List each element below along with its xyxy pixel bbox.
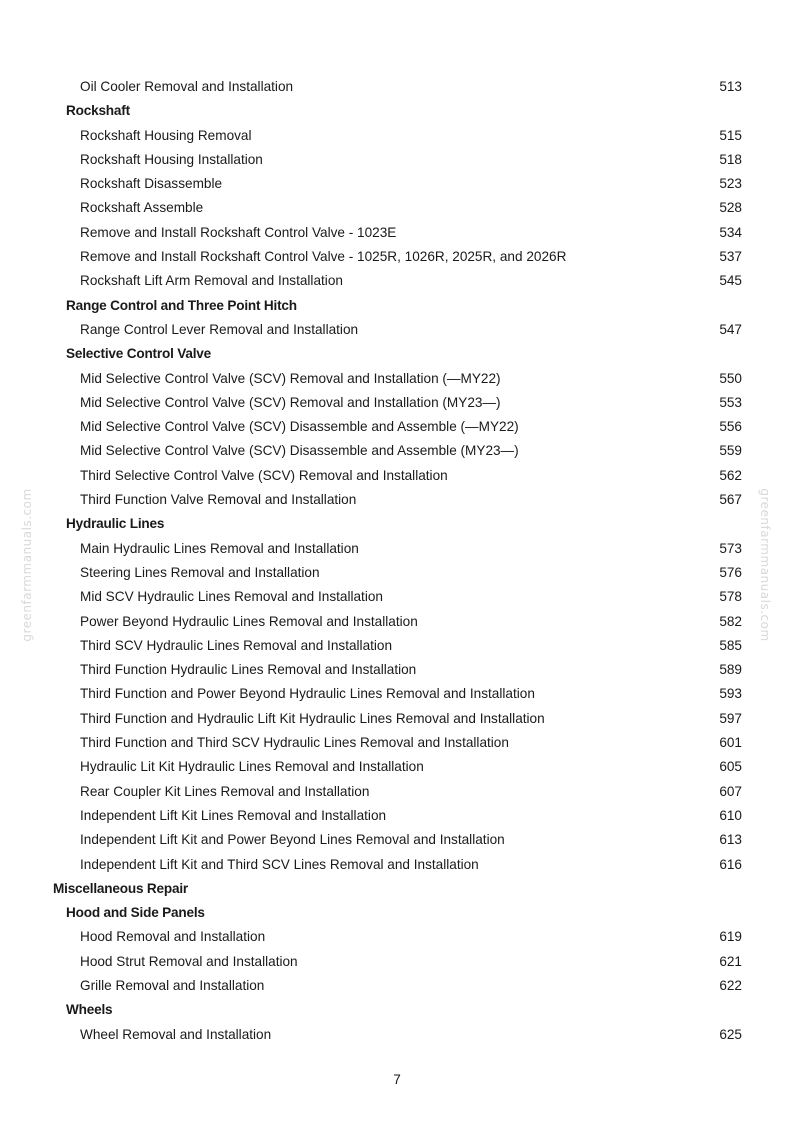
toc-entry[interactable] bbox=[0, 172, 794, 196]
toc-entry-title: Steering Lines Removal and Installation bbox=[80, 564, 320, 580]
toc-section-heading bbox=[0, 512, 794, 536]
toc-entry-page-number: 518 bbox=[719, 151, 742, 167]
toc-entry-title: Independent Lift Kit Lines Removal and Installation bbox=[80, 807, 387, 823]
toc-entry-title: Rockshaft Disassemble bbox=[80, 176, 223, 192]
toc-entry[interactable] bbox=[0, 367, 794, 391]
toc-entry[interactable] bbox=[0, 318, 794, 342]
toc-entry-title: Third SCV Hydraulic Lines Removal and Installation bbox=[80, 637, 393, 653]
toc-entry-title: Rockshaft Lift Arm Removal and Installation bbox=[80, 273, 343, 289]
toc-entry-title: Third Function and Power Beyond Hydraulic Lines Removal and Installation bbox=[80, 686, 535, 702]
toc-entry-title: Third Selective Control Valve (SCV) Removal and Installation bbox=[80, 467, 448, 483]
toc-entry-title: Grille Removal and Installation bbox=[80, 977, 265, 993]
toc-entry-title: Main Hydraulic Lines Removal and Installation bbox=[80, 540, 359, 556]
toc-entry-page-number: 601 bbox=[719, 735, 742, 751]
toc-entry[interactable] bbox=[0, 537, 794, 561]
toc-entry-page-number: 589 bbox=[719, 662, 742, 678]
toc-entry-page-number: 597 bbox=[719, 710, 742, 726]
toc-entry-page-number: 573 bbox=[719, 540, 742, 556]
toc-entry[interactable] bbox=[0, 488, 794, 512]
toc-entry-page-number: 576 bbox=[719, 564, 742, 580]
toc-entry-title: Hydraulic Lit Kit Hydraulic Lines Removal and Installation bbox=[80, 759, 424, 775]
toc-entry[interactable] bbox=[0, 196, 794, 220]
toc-section-heading bbox=[0, 998, 794, 1022]
toc-entry-title: Remove and Install Rockshaft Control Valve - 1023E bbox=[80, 224, 397, 240]
toc-entry-title: Remove and Install Rockshaft Control Valve - 1025R, 1026R, 2025R, and 2026R bbox=[80, 249, 567, 265]
toc-entry-title: Third Function and Third SCV Hydraulic Lines Removal and Installation bbox=[80, 735, 509, 751]
toc-entry-title: Selective Control Valve bbox=[66, 346, 211, 362]
toc-entry-page-number: 613 bbox=[719, 832, 742, 848]
page-number: 7 bbox=[393, 1072, 401, 1087]
toc-entry[interactable] bbox=[0, 415, 794, 439]
toc-entry[interactable] bbox=[0, 755, 794, 779]
toc-entry-page-number: 515 bbox=[719, 127, 742, 143]
toc-entry[interactable] bbox=[0, 925, 794, 949]
toc-entry-title: Third Function Valve Removal and Installation bbox=[80, 492, 357, 508]
toc-entry[interactable] bbox=[0, 974, 794, 998]
toc-entry-page-number: 619 bbox=[719, 929, 742, 945]
toc-entry-title: Independent Lift Kit and Third SCV Lines Removal and Installation bbox=[80, 856, 479, 872]
toc-section-heading bbox=[0, 294, 794, 318]
toc-entry-title: Range Control Lever Removal and Installation bbox=[80, 321, 359, 337]
toc-entry-page-number: 537 bbox=[719, 249, 742, 265]
toc-entry-page-number: 616 bbox=[719, 856, 742, 872]
toc-section-heading bbox=[0, 901, 794, 925]
toc-entry[interactable] bbox=[0, 221, 794, 245]
toc-entry-title: Mid SCV Hydraulic Lines Removal and Installation bbox=[80, 589, 383, 605]
toc-entry-page-number: 545 bbox=[719, 273, 742, 289]
toc-entry-title: Rockshaft Housing Installation bbox=[80, 151, 263, 167]
watermark-left: greenfarmmanuals.com bbox=[20, 488, 34, 642]
toc-entry-page-number: 553 bbox=[719, 394, 742, 410]
toc-entry-page-number: 621 bbox=[719, 953, 742, 969]
toc-entry-page-number: 562 bbox=[719, 467, 742, 483]
toc-entry-page-number: 567 bbox=[719, 492, 742, 508]
toc-entry-title: Third Function and Hydraulic Lift Kit Hydraulic Lines Removal and Installation bbox=[80, 710, 545, 726]
toc-entry[interactable] bbox=[0, 634, 794, 658]
toc-entry[interactable] bbox=[0, 853, 794, 877]
toc-entry[interactable] bbox=[0, 707, 794, 731]
toc-section-heading bbox=[0, 877, 794, 901]
toc-entry[interactable] bbox=[0, 658, 794, 682]
toc-entry[interactable] bbox=[0, 585, 794, 609]
toc-entry[interactable] bbox=[0, 75, 794, 99]
toc-entry-title: Mid Selective Control Valve (SCV) Disassemble and Assemble (MY23—) bbox=[80, 443, 519, 459]
toc-entry-page-number: 585 bbox=[719, 637, 742, 653]
toc-entry[interactable] bbox=[0, 828, 794, 852]
toc-entry-page-number: 556 bbox=[719, 419, 742, 435]
toc-entry[interactable] bbox=[0, 269, 794, 293]
toc-entry-title: Rear Coupler Kit Lines Removal and Installation bbox=[80, 783, 370, 799]
toc-entry[interactable] bbox=[0, 245, 794, 269]
toc-entry[interactable] bbox=[0, 804, 794, 828]
toc-entry[interactable] bbox=[0, 148, 794, 172]
toc-entry-title: Mid Selective Control Valve (SCV) Disassemble and Assemble (—MY22) bbox=[80, 419, 519, 435]
toc-section-heading bbox=[0, 342, 794, 366]
toc-entry-page-number: 513 bbox=[719, 79, 742, 94]
toc-entry[interactable] bbox=[0, 439, 794, 463]
table-of-contents bbox=[0, 75, 794, 1047]
toc-entry-title: Rockshaft Assemble bbox=[80, 200, 204, 216]
toc-entry-title: Range Control and Three Point Hitch bbox=[66, 297, 297, 313]
toc-entry-page-number: 582 bbox=[719, 613, 742, 629]
toc-entry-page-number: 523 bbox=[719, 176, 742, 192]
toc-section-heading bbox=[0, 99, 794, 123]
toc-entry-title: Rockshaft Housing Removal bbox=[80, 127, 252, 143]
toc-entry[interactable] bbox=[0, 561, 794, 585]
toc-entry-title: Mid Selective Control Valve (SCV) Removal and Installation (MY23—) bbox=[80, 394, 501, 410]
toc-entry-page-number: 610 bbox=[719, 807, 742, 823]
toc-entry-page-number: 578 bbox=[719, 589, 742, 605]
toc-entry[interactable] bbox=[0, 610, 794, 634]
toc-entry[interactable] bbox=[0, 124, 794, 148]
toc-entry-page-number: 534 bbox=[719, 224, 742, 240]
toc-entry-page-number: 550 bbox=[719, 370, 742, 386]
toc-entry-title: Hood and Side Panels bbox=[66, 905, 205, 921]
toc-entry[interactable] bbox=[0, 464, 794, 488]
toc-entry-title: Hydraulic Lines bbox=[66, 516, 165, 532]
watermark-right: greenfarmmanuals.com bbox=[758, 488, 772, 642]
toc-entry-title: Third Function Hydraulic Lines Removal and Installation bbox=[80, 662, 417, 678]
toc-entry-title: Independent Lift Kit and Power Beyond Lines Removal and Installation bbox=[80, 832, 505, 848]
toc-entry-page-number: 607 bbox=[719, 783, 742, 799]
toc-entry-title: Wheel Removal and Installation bbox=[80, 1026, 272, 1042]
toc-entry-page-number: 605 bbox=[719, 759, 742, 775]
toc-entry-page-number: 593 bbox=[719, 686, 742, 702]
toc-entry-page-number: 625 bbox=[719, 1026, 742, 1042]
toc-entry[interactable] bbox=[0, 780, 794, 804]
toc-entry[interactable] bbox=[0, 391, 794, 415]
toc-entry-page-number: 622 bbox=[719, 977, 742, 993]
toc-entry-page-number: 528 bbox=[719, 200, 742, 216]
toc-entry[interactable] bbox=[0, 950, 794, 974]
toc-entry-page-number: 559 bbox=[719, 443, 742, 459]
toc-entry[interactable] bbox=[0, 682, 794, 706]
toc-entry-title: Mid Selective Control Valve (SCV) Removal and Installation (—MY22) bbox=[80, 370, 501, 386]
toc-entry-title: Power Beyond Hydraulic Lines Removal and Installation bbox=[80, 613, 418, 629]
toc-entry-title: Miscellaneous Repair bbox=[53, 880, 189, 896]
toc-entry-title: Hood Strut Removal and Installation bbox=[80, 953, 298, 969]
toc-entry-page-number: 547 bbox=[719, 321, 742, 337]
toc-entry-title: Wheels bbox=[66, 1002, 113, 1018]
toc-entry-title: Oil Cooler Removal and Installation bbox=[80, 79, 294, 94]
toc-entry[interactable] bbox=[0, 731, 794, 755]
toc-entry[interactable] bbox=[0, 1023, 794, 1047]
toc-entry-title: Rockshaft bbox=[66, 103, 130, 119]
toc-entry-title: Hood Removal and Installation bbox=[80, 929, 266, 945]
